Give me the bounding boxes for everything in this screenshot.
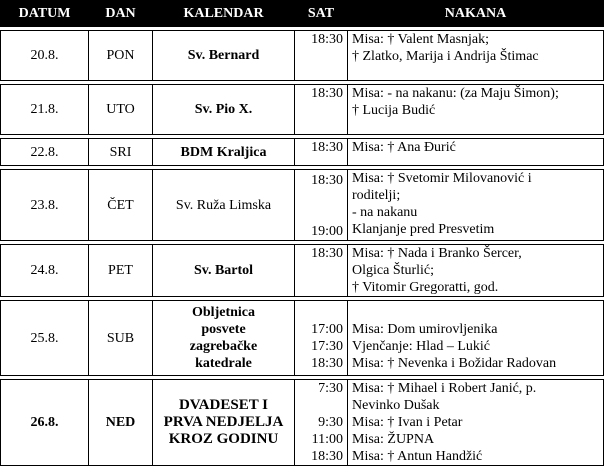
calendar-cell: Obljetnica posvete zagrebačke katedrale [153,301,295,376]
time-value: 18:30 [311,86,343,101]
date-cell: 24.8. [1,245,89,297]
time-value: 9:30 [318,415,343,430]
time-value [295,304,343,321]
date-cell: 22.8. [1,139,89,166]
intention-line: Klanjanje pred Presvetim [352,222,495,237]
time-value: 18:30 [311,140,343,155]
intention-cell [348,245,604,297]
time-value: 18:30 [311,449,343,464]
day-cell: UTO [89,85,153,135]
intention-line: Misa: † Valent Masnjak; [352,32,490,47]
time-value [295,206,343,223]
day-cell: PET [89,245,153,297]
intention-line: Misa: † Mihael i Robert Janić, p. [352,381,537,396]
time-cell [295,139,348,166]
calendar-cell: Sv. Bartol [153,245,295,297]
time-value: 18:30 [311,173,343,188]
schedule-row [1,139,604,166]
intention-line: † Vitomir Gregoratti, god. [352,280,499,295]
calendar-cell: Sv. Bernard [153,31,295,81]
calendar-cell: DVADESET I PRVA NEDJELJA KROZ GODINU [153,380,295,466]
time-value: 18:30 [311,32,343,47]
intention-cell [348,139,604,166]
calendar-cell: Sv. Ruža Limska [153,170,295,241]
intention-line: Misa: ŽUPNA [352,432,435,447]
intention-line: Misa: † Nevenka i Božidar Radovan [352,356,557,371]
date-cell: 25.8. [1,301,89,376]
day-cell: SRI [89,139,153,166]
intention-line: roditelji; [352,188,401,203]
intention-cell [348,301,604,376]
calendar-cell: BDM Kraljica [153,139,295,166]
intention-cell [348,31,604,81]
date-cell: 20.8. [1,31,89,81]
time-cell [295,31,348,81]
date-cell: 26.8. [1,380,89,466]
time-value [295,397,343,414]
header-row [1,1,604,27]
intention-line: Misa: † Svetomir Milovanović i [352,171,532,186]
schedule-row [1,85,604,135]
time-cell [295,85,348,135]
day-cell: PON [89,31,153,81]
header-date: DATUM [1,1,89,27]
intention-line: - na nakanu [352,205,418,220]
header-time: SAT [295,1,348,27]
day-cell: NED [89,380,153,466]
time-cell [295,170,348,241]
schedule-row [1,170,604,241]
time-value: 19:00 [311,224,343,239]
schedule-row [1,245,604,297]
intention-line: Misa: † Ana Đurić [352,140,456,155]
header-calendar: KALENDAR [153,1,295,27]
schedule-row [1,31,604,81]
time-value: 17:30 [311,339,343,354]
intention-line: Misa: Dom umirovljenika [352,322,498,337]
intention-line: † Zlatko, Marija i Andrija Štimac [352,49,539,64]
day-cell: ČET [89,170,153,241]
day-cell: SUB [89,301,153,376]
intention-line: Nevinko Dušak [352,398,440,413]
header-intention: NAKANA [348,1,604,27]
time-value: 18:30 [311,356,343,371]
intention-cell [348,170,604,241]
date-cell: 23.8. [1,170,89,241]
intention-line [352,304,603,321]
intention-line: Olgica Šturlić; [352,263,435,278]
time-cell [295,301,348,376]
intention-cell [348,85,604,135]
intention-line: Vjenčanje: Hlad – Lukić [352,339,491,354]
time-cell [295,245,348,297]
time-cell [295,380,348,466]
calendar-cell: Sv. Pio X. [153,85,295,135]
time-value: 18:30 [311,246,343,261]
intention-line: Misa: † Ivan i Petar [352,415,463,430]
time-value [295,189,343,206]
time-value: 11:00 [311,432,343,447]
schedule-row [1,380,604,466]
time-value: 7:30 [318,381,343,396]
time-value: 17:00 [311,322,343,337]
date-cell: 21.8. [1,85,89,135]
schedule-row [1,301,604,376]
intention-cell [348,380,604,466]
intention-line: Misa: † Antun Handžić [352,449,483,464]
intention-line: Misa: - na nakanu: (za Maju Šimon); [352,86,559,101]
intention-line: Misa: † Nada i Branko Šercer, [352,246,522,261]
header-day: DAN [89,1,153,27]
intention-line: † Lucija Budić [352,103,436,118]
